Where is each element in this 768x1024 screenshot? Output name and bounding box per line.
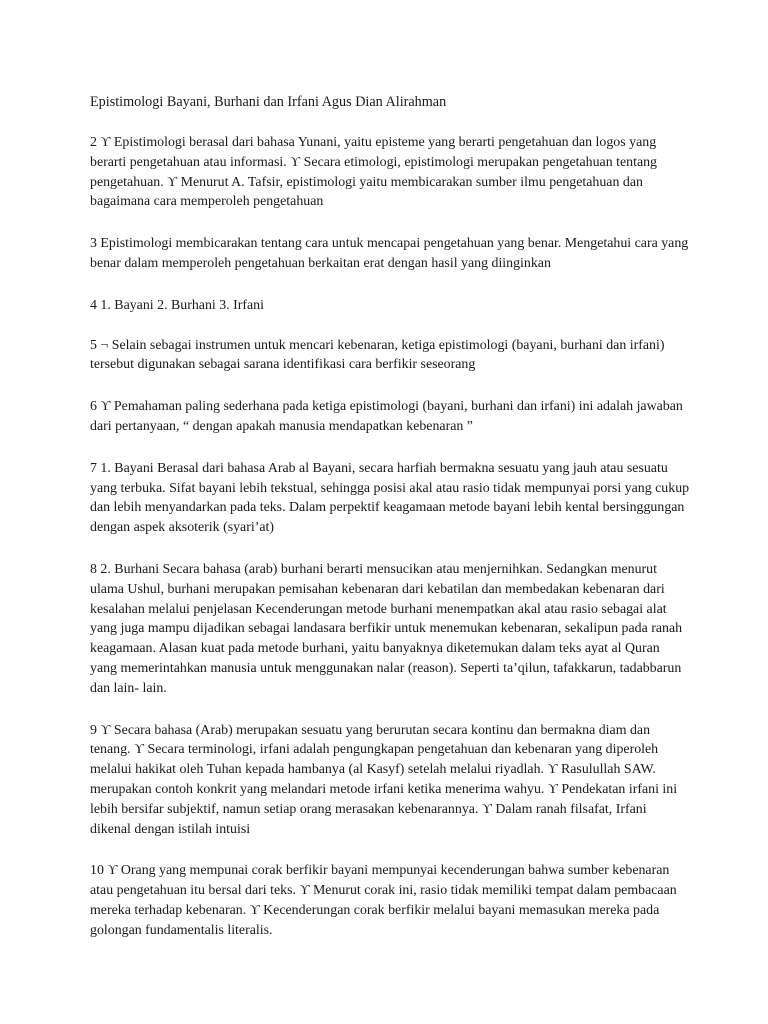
paragraph-7: 7 1. Bayani Berasal dari bahasa Arab al Bayani, secara harfiah bermakna sesuatu yang jauh atau sesuatu yang terbuka. Sifat bayani lebih tekstual, sehingga posisi akal atau rasio tidak mempunyai porsi yang cukup dan lebih menyandarkan pada teks. Dalam perpektif keagamaan metode bayani lebih kental bersinggungan dengan aspek aksoterik (syari’at) <box>90 460 690 536</box>
paragraph-3: 3 Epistimologi membicarakan tentang cara untuk mencapai pengetahuan yang benar. Mengetahui cara yang benar dalam memperoleh pengetahuan berkaitan erat dengan hasil yang diinginkan <box>90 236 689 271</box>
paragraph-4: 4 1. Bayani 2. Burhani 3. Irfani <box>90 297 264 313</box>
document-body <box>90 92 690 963</box>
paragraph-5: 5 ¬ Selain sebagai instrumen untuk mencari kebenaran, ketiga epistimologi (bayani, burhani dan irfani) tersebut digunakan sebagai sarana identifikasi cara berfikir seseorang <box>90 337 665 373</box>
paragraph-6: 6 ϒ Pemahaman paling sederhana pada ketiga epistimologi (bayani, burhani dan irfani) ini adalah jawaban dari pertanyaan, “ dengan apakah manusia mendapatkan kebenaran ” <box>90 399 683 434</box>
paragraph-9: 9 ϒ Secara bahasa (Arab) merupakan sesuatu yang berurutan secara kontinu dan bermakna diam dan tenang. ϒ Secara terminologi, irfani adalah pengungkapan pengetahuan dan kebenaran yang diperoleh melalui hakikat oleh Tuhan kepada hambanya (al Kasyf) setelah melalui riyadlah. ϒ Rasulullah SAW. merupakan contoh konkrit yang melandari metode irfani ketika menerima wahyu. ϒ Pendekatan irfani ini lebih bersifar subjektif, namun setiap orang merasakan kebenarannya. ϒ Dalam ranah filsafat, Irfani dikenal dengan istilah intuisi <box>90 722 678 837</box>
document-title: Epistimologi Bayani, Burhani dan Irfani Agus Dian Alirahman <box>90 94 447 110</box>
paragraph-8: 8 2. Burhani Secara bahasa (arab) burhani berarti mensucikan atau menjernihkan. Sedangkan menurut ulama Ushul, burhani merupakan pemisahan kebenaran dari kebatilan dan membedakan kebenaran dari kesalahan melalui penjelasan Kecenderungan metode burhani menempatkan akal atau rasio sebagai alat yang juga mampu dijadikan sebagai landasara berfikir untuk menemukan kebenaran, sekalipun pada ranah keagamaan. Alasan kuat pada metode burhani, yaitu banyaknya diketemukan dalam teks ayat al Quran yang memerintahkan manusia untuk menggunakan nalar (reason). Seperti ta’qilun, tafakkarun, tadabbarun dan lain- lain. <box>90 561 683 696</box>
paragraph-2: 2 ϒ Epistimologi berasal dari bahasa Yunani, yaitu episteme yang berarti pengetahuan dan logos yang berarti pengetahuan atau informasi. ϒ Secara etimologi, epistimologi merupakan pengetahuan tentang pengetahuan. ϒ Menurut A. Tafsir, epistimologi yaitu membicarakan sumber ilmu pengetahuan dan bagaimana cara memperoleh pengetahuan <box>90 135 658 210</box>
paragraph-10: 10 ϒ Orang yang mempunai corak berfikir bayani mempunyai kecenderungan bahwa sumber kebenaran atau pengetahuan itu bersal dari teks. ϒ Menurut corak ini, rasio tidak memiliki tempat dalam pembacaan mereka terhadap kebenaran. ϒ Kecenderungan corak berfikir melalui bayani memasukan mereka pada golongan fundamentalis literalis. <box>90 863 677 938</box>
